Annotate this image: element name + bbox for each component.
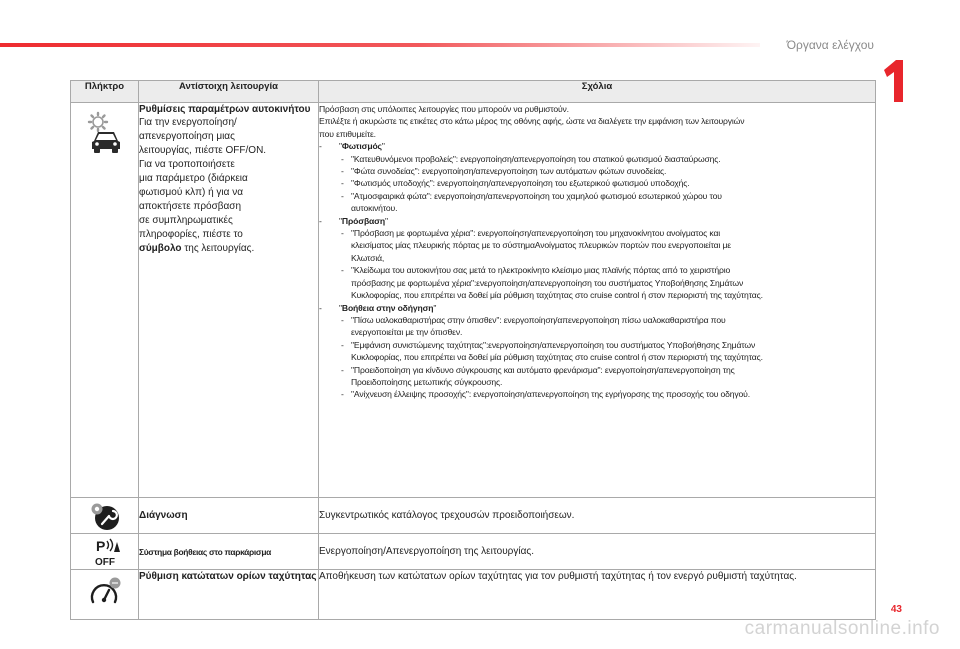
symbol-word: σύμβολο [139,243,182,254]
table-row [71,534,876,570]
list-item: - "Κατευθυνόμενοι προβολείς": ενεργοποίηση/απενεργοποίηση του στατικού φωτισμού διασταύρωσης. [319,153,875,165]
item-line: "Ανίχνευση έλλειψης προσοχής": ενεργοποίηση/απενεργοποίηση της εγρήγορσης της προσοχής του οδηγού. [351,389,750,400]
car-settings-gear-icon [85,111,125,155]
function-description [139,116,318,256]
list-item: - "Κλείδωμα του αυτοκινήτου σας μετά το ηλεκτροκίνητο κλείσιμο μιας πλαϊνής πόρτας από το χειριστήριο πρόσβασης με φορτωμένα χέρια":ενεργοποίηση/απενεργοποίηση του συστήματος Υποβοήθησης Σημάτων Κυκλοφορίας, που επιτρέπει να δοθεί μία ρύθμιση ταχύτητας στο cruise control ή στον περιοριστή της ταχύτητας. [319,264,875,301]
group-title: Βοήθεια στην οδήγηση [341,302,434,313]
function-title: Ρυθμίσεις παραμέτρων αυτοκινήτου [139,104,311,115]
list-item: - "Πίσω υαλοκαθαριστήρας στην όπισθεν": ενεργοποίηση/απενεργοποίηση πίσω υαλοκαθαριστήρα που ενεργοποιείται με την όπισθεν. [319,314,875,339]
item-line: Κλωτσιά, [351,252,385,263]
item-line: "Πρόσβαση με φορτωμένα χέρια": ενεργοποίηση/απενεργοποίηση του μηχανοκίνητου ανοίγματος και [351,228,721,239]
intro-line: που επιθυμείτε. [319,128,376,139]
desc-line: λειτουργίας, πιέστε OFF/ON. [139,145,267,156]
item-line: "Φωτισμός υποδοχής": ενεργοποίηση/απενεργοποίηση του εξωτερικού φωτισμού υποδοχής. [351,178,690,189]
desc-tail: της λειτουργίας. [181,243,255,254]
chapter-number [878,58,908,104]
function-title: Διάγνωση [139,510,188,521]
item-line: αυτοκινήτου. [351,203,398,214]
page-number: 43 [890,604,902,615]
svg-text:OFF: OFF [94,557,115,568]
section-title: Όργανα ελέγχου [786,38,874,52]
table-row [71,103,876,498]
list-item: - "Προειδοποίηση για κίνδυνο σύγκρουσης και αυτόματο φρενάρισμα": ενεργοποίηση/απενεργοποίηση της Προειδοποίησης μετωπικής σύγκρουσης. [319,364,875,389]
list-item: - "Φωτισμός υποδοχής": ενεργοποίηση/απενεργοποίηση του εξωτερικού φωτισμού υποδοχής. [319,177,875,189]
desc-line: απενεργοποίηση μιας [139,131,235,142]
item-line: κλεισίματος μίας πλευρικής πόρτας με το σύστημαΑνοίγματος πλευρικών πορτών που ενεργοποιείται με [351,240,731,251]
item-line: "Προειδοποίηση για κίνδυνο σύγκρουσης και αυτόματο φρενάρισμα": ενεργοποίηση/απενεργοποίηση της [351,364,735,375]
item-line: "Εμφάνιση συνιστώμενης ταχύτητας":ενεργοποίηση/απενεργοποίηση του συστήματος Υποβοήθησης Σημάτων [351,339,756,350]
list-item: - "Φώτα συνοδείας": ενεργοποίηση/απενεργοποίηση των αυτόματων φώτων συνοδείας. [319,165,875,177]
speed-limit-gauge-icon [87,576,123,610]
item-line: Προειδοποίησης μετωπικής σύγκρουσης. [351,376,503,387]
desc-line: αποκτήσετε πρόσβαση [139,201,242,212]
desc-line: σε συμπληρωματικές [139,215,233,226]
item-line: "Ατμοσφαιρικά φώτα": ενεργοποίηση/απενεργοποίηση του χαμηλού φωτισμού εσωτερικού χώρου του [351,190,722,201]
desc-line: φωτισμού κλπ) ή για να [139,187,243,198]
item-line: "Πίσω υαλοκαθαριστήρας στην όπισθεν": ενεργοποίηση/απενεργοποίηση πίσω υαλοκαθαριστήρα που [351,314,726,325]
header-accent-bar [0,43,760,47]
table-row [71,570,876,620]
item-line: "Κατευθυνόμενοι προβολείς": ενεργοποίηση/απενεργοποίηση του στατικού φωτισμού διασταύρωσης. [351,153,721,164]
controls-table [70,80,876,620]
function-title: Σύστημα βοήθειας στο παρκάρισμα [139,546,272,557]
intro-line: Επιλέξτε ή ακυρώστε τις ετικέτες στο κάτω μέρος της οθόνης αφής, ώστε να διαλέγετε την εμφάνιση των λειτουργιών [319,116,745,127]
item-line: "Φώτα συνοδείας": ενεργοποίηση/απενεργοποίηση των αυτόματων φώτων συνοδείας. [351,166,667,177]
group-lighting: - "Φωτισμός" [319,141,385,152]
desc-line: Για να τροποποιήσετε [139,159,235,170]
svg-text:P: P [95,538,105,554]
intro-line: Πρόσβαση στις υπόλοιπες λειτουργίες που μπορούν να ρυθμιστούν. [319,104,569,114]
desc-line [139,242,318,256]
watermark: carmanualsonline.info [744,618,940,639]
item-line: Κυκλοφορίας, που επιτρέπει να δοθεί μία ρύθμιση ταχύτητας στο cruise control ή στον περιοριστή της ταχύτητας. [351,290,763,301]
diagnosis-wrench-gear-icon [87,501,123,531]
group-driving-assist: - "Βοήθεια στην οδήγηση" [319,302,437,313]
list-item: - "Ατμοσφαιρικά φώτα": ενεργοποίηση/απενεργοποίηση του χαμηλού φωτισμού εσωτερικού χώρου του αυτοκινήτου. [319,190,875,215]
group-title: Φωτισμός [341,141,382,152]
item-line: Κυκλοφορίας, που επιτρέπει να δοθεί μία ρύθμιση ταχύτητας στο cruise control ή στον περιοριστή της ταχύτητας. [351,352,763,363]
parking-sensors-off-icon [87,536,123,568]
list-item: - "Πρόσβαση με φορτωμένα χέρια": ενεργοποίηση/απενεργοποίηση του μηχανοκίνητου ανοίγματος και κλεισίματος μίας πλευρικής πόρτας με το σύστημαΑνοίγματος πλευρικών πορτών που ενεργοποιείται με Κλωτσιά, [319,227,875,264]
function-title: Ρύθμιση κατώτατων ορίων ταχύτητας [139,571,317,582]
column-header-key: Πλήκτρο [71,81,139,103]
comment-text: Συγκεντρωτικός κατάλογος τρεχουσών προειδοποιήσεων. [319,509,575,521]
list-item: - "Εμφάνιση συνιστώμενης ταχύτητας":ενεργοποίηση/απενεργοποίηση του συστήματος Υποβοήθησης Σημάτων Κυκλοφορίας, που επιτρέπει να δοθεί μία ρύθμιση ταχύτητας στο cruise control ή στον περιοριστή της ταχύτητας. [319,339,875,364]
column-header-comments: Σχόλια [319,81,876,103]
item-line: ενεργοποιείται με την όπισθεν. [351,327,463,338]
list-item: - "Ανίχνευση έλλειψης προσοχής": ενεργοποίηση/απενεργοποίηση της εγρήγορσης της προσοχής του οδηγού. [319,388,875,400]
group-access: - "Πρόσβαση" [319,215,388,226]
desc-line: πληροφορίες, πιέστε το [139,229,243,240]
column-header-function: Αντίστοιχη λειτουργία [139,81,319,103]
comment-text: Αποθήκευση των κατώτατων ορίων ταχύτητας για τον ρυθμιστή ταχύτητας ή τον ενεργό ρυθμιστή ταχύτητας. [319,571,797,582]
item-line: "Κλείδωμα του αυτοκινήτου σας μετά το ηλεκτροκίνητο κλείσιμο μιας πλαϊνής πόρτας από το χειριστήριο [351,265,731,276]
table-header-row [71,81,876,103]
desc-line: μια παράμετρο (διάρκεια [139,173,248,184]
group-title: Πρόσβαση [341,215,386,226]
item-line: πρόσβασης με φορτωμένα χέρια":ενεργοποίηση/απενεργοποίηση του συστήματος Υποβοήθησης Σημάτων [351,277,744,288]
table-row [71,498,876,534]
comment-text: Ενεργοποίηση/Απενεργοποίηση της λειτουργίας. [319,545,534,557]
desc-line: Για την ενεργοποίηση/ [139,117,237,128]
